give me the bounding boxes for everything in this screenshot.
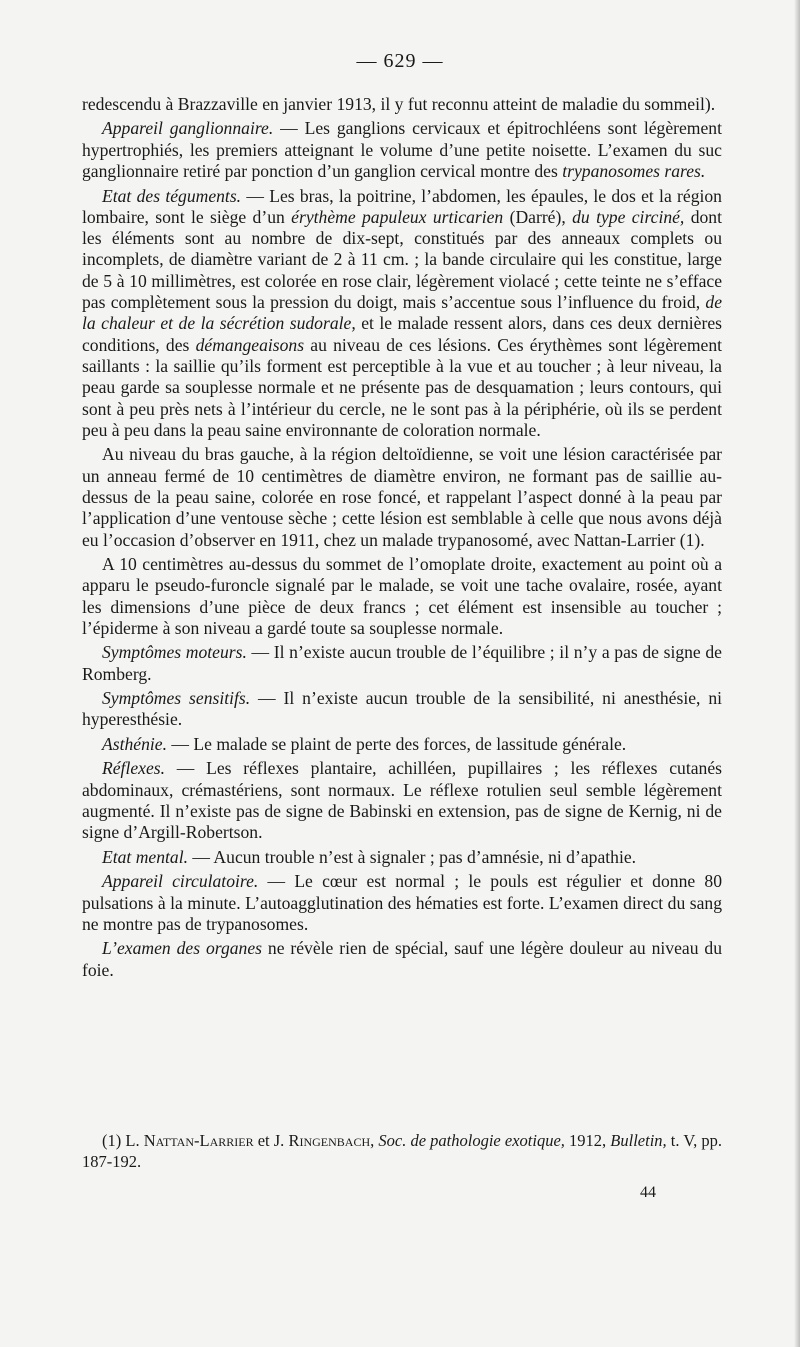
italic-run: démangeaisons bbox=[195, 334, 305, 355]
paragraph-symptomes-moteurs bbox=[82, 642, 722, 685]
paragraph-reflexes bbox=[82, 758, 722, 843]
text-run: — Les bras, la poitrine, l’abdomen, les épaules, le dos et la région lombaire, sont le siège d’un bbox=[82, 185, 722, 227]
text-run: , bbox=[370, 1131, 379, 1150]
italic-run: Symptômes sensitifs. bbox=[102, 688, 251, 709]
italic-run: L’examen des organes bbox=[102, 938, 262, 959]
text-run: dont les éléments sont au nombre de dix-sept, constitués par des anneaux complets ou incomplets, de diamètre variant de 2 à 11 cm. ; la bande circulaire qui les constitue, large de 5 à 10 millimètres, est colorée en rose clair, légèrement violacé ; cette teinte ne s’efface pas complètement sous la pression du doigt, mais s’accentue sous l’influence du froid, bbox=[82, 206, 722, 313]
small-caps-run: Nattan-Larrier bbox=[143, 1131, 254, 1150]
paragraph-symptomes-sensitifs bbox=[82, 688, 722, 731]
italic-run: Etat mental. bbox=[102, 846, 189, 867]
paragraph-etat-des-teguments bbox=[82, 186, 722, 442]
small-caps-run: Ringenbach bbox=[288, 1131, 371, 1150]
text-run: — Aucun trouble n’est à signaler ; pas d’amnésie, ni d’apathie. bbox=[188, 846, 637, 867]
text-run: — Le malade se plaint de perte des forces, de lassitude générale. bbox=[166, 733, 627, 754]
page-number: — 629 — bbox=[356, 50, 444, 72]
italic-run: Etat des téguments. bbox=[102, 185, 242, 206]
paragraph-omoplate bbox=[82, 554, 722, 639]
text-run: — Il n’existe aucun trouble de la sensibilité, ni anesthésie, ni hyperesthésie. bbox=[82, 688, 723, 730]
text-run: et le malade ressent alors, dans ces deux dernières conditions, des bbox=[82, 313, 722, 355]
text-run: — Les réflexes plantaire, achilléen, pupillaires ; les réflexes cutanés abdominaux, crémastériens, sont normaux. Le réflexe rotulien seul semble légèrement augmenté. Il n’existe pas de signe de Babinski en extension, pas de signe de Kernig, ni de signe d’Argill-Robertson. bbox=[82, 758, 722, 843]
text-run: et J. bbox=[253, 1131, 289, 1150]
paragraph-asthenie bbox=[82, 734, 722, 755]
text-run: t. V, pp. 187-192. bbox=[82, 1131, 723, 1171]
italic-run: trypanosomes rares. bbox=[562, 161, 706, 182]
text-run: — Les ganglions cervicaux et épitrochléens sont légèrement hypertrophiés, les premiers atteignant le volume d’une petite noisette. L’examen du suc ganglionnaire retiré par ponction d’un ganglion cervical montre des bbox=[82, 118, 722, 182]
italic-run: Soc. de pathologie exotique, bbox=[378, 1131, 565, 1150]
text-run: — Le cœur est normal ; le pouls est régulier et donne 80 pulsations à la minute. L’autoagglutination des hématies est forte. L’examen direct du sang ne montre pas de trypanosomes. bbox=[82, 871, 722, 934]
text-run: (1) L. bbox=[102, 1131, 144, 1150]
text-run: (Darré), bbox=[503, 206, 573, 227]
italic-run: du type circiné, bbox=[572, 206, 685, 227]
paragraph-appareil-ganglionnaire bbox=[82, 118, 722, 182]
italic-run: Réflexes. bbox=[102, 758, 166, 779]
text-run: 1912, bbox=[564, 1131, 611, 1150]
footnote-text bbox=[82, 1130, 722, 1172]
text-run: Au niveau du bras gauche, à la région deltoïdienne, se voit une lésion caractérisée par un anneau fermé de 10 centimètres de diamètre environ, ne formant pas de saillie au-dessus de la peau saine, colorée en rose foncé, et rappelant l’aspect donné à la peau par l’application d’une ventouse sèche ; cette lésion est semblable à celle que nous avons déjà eu l’occasion d’observer en 1911, chez un malade trypanosomé, avec Nattan-Larrier (1). bbox=[82, 444, 722, 550]
paragraph-etat-mental bbox=[82, 847, 722, 868]
italic-run: Asthénie. bbox=[102, 733, 167, 754]
paragraph-appareil-circulatoire bbox=[82, 871, 722, 935]
paragraph bbox=[82, 94, 722, 115]
text-run: redescendu à Brazzaville en janvier 1913, il y fut reconnu atteint de maladie du sommeil). bbox=[82, 94, 716, 114]
text-run: — Il n’existe aucun trouble de l’équilibre ; il n’y a pas de signe de Romberg. bbox=[82, 642, 722, 684]
italic-run: érythème papuleux urticarien bbox=[291, 206, 504, 227]
text-run: ne révèle rien de spécial, sauf une légère douleur au niveau du foie. bbox=[82, 938, 722, 980]
italic-run: Symptômes moteurs. bbox=[102, 642, 247, 663]
paragraph-bras-gauche bbox=[82, 444, 722, 550]
italic-run: Appareil circulatoire. bbox=[102, 871, 259, 892]
page-edge-shadow bbox=[794, 0, 800, 1347]
italic-run: Bulletin, bbox=[610, 1131, 667, 1150]
footnote bbox=[82, 1130, 722, 1172]
text-run: A 10 centimètres au-dessus du sommet de l’omoplate droite, exactement au point où a apparu le pseudo-furoncle signalé par le malade, se voit une tache ovalaire, rosée, ayant les dimensions d’une pièce de deux francs ; cet élément est insensible au toucher ; l’épiderme à son niveau a gardé toute sa souplesse normale. bbox=[82, 553, 722, 638]
paragraph-examen-des-organes bbox=[82, 938, 722, 981]
signature-mark: 44 bbox=[640, 1184, 656, 1201]
body-text bbox=[82, 94, 722, 984]
italic-run: de la chaleur et de la sécrétion sudorale, bbox=[82, 292, 722, 334]
text-run: au niveau de ces lésions. Ces érythèmes sont légèrement saillants : la saillie qu’ils forment est perceptible à la vue et au toucher ; à leur niveau, la peau garde sa souplesse normale et ne présente pas de desquamation ; leurs contours, qui sont à peu près nets à l’intérieur du cercle, ne le sont pas à la périphérie, où ils se perdent peu à peu dans la peau saine environnante de coloration normale. bbox=[82, 334, 723, 440]
italic-run: Appareil ganglionnaire. bbox=[102, 118, 274, 139]
